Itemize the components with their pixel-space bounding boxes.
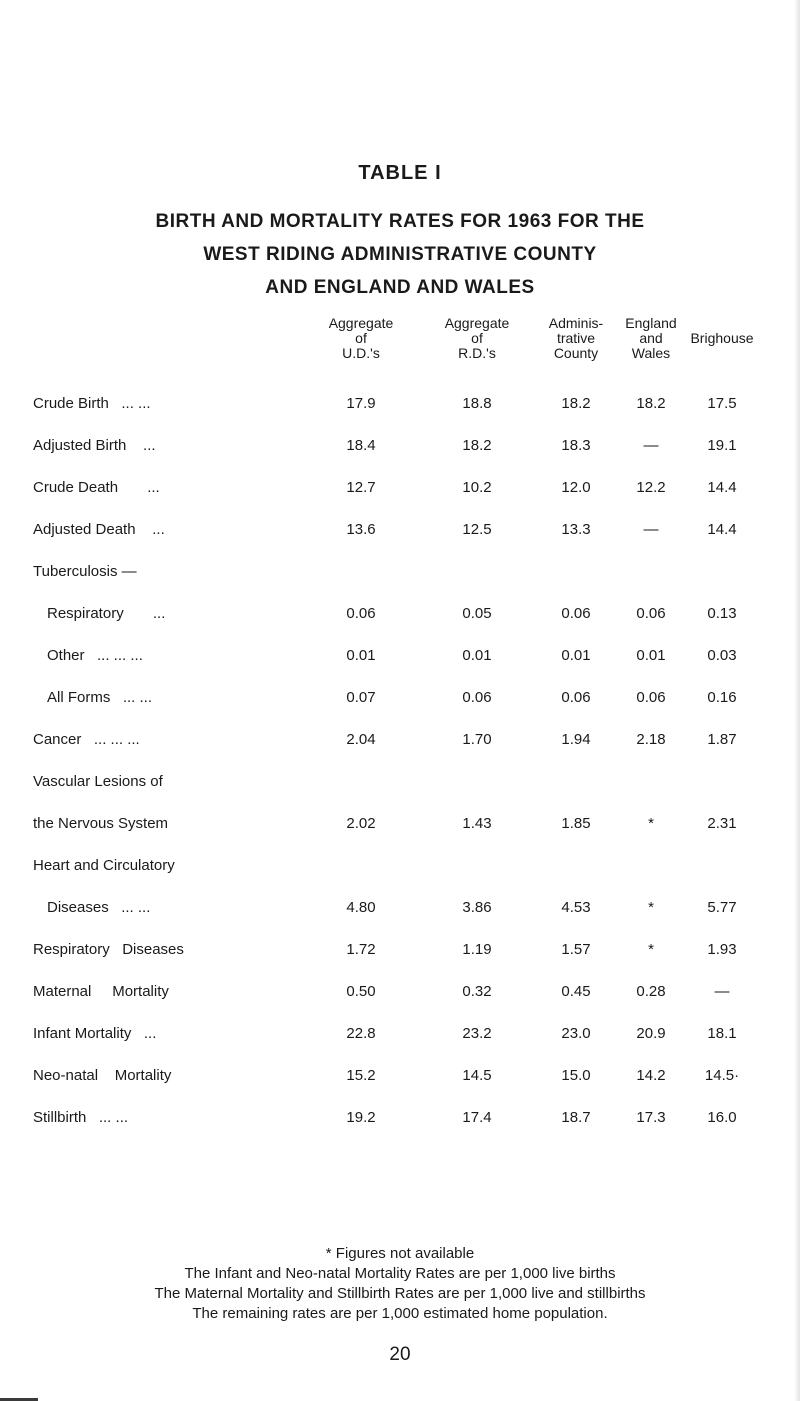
table-cell: 0.01 xyxy=(462,647,492,664)
table-cell: * xyxy=(648,941,654,958)
table-cell: 14.4 xyxy=(707,479,737,496)
table-cell: 18.2 xyxy=(462,437,492,454)
table-cell: 0.01 xyxy=(636,647,666,664)
table-cell: 1.43 xyxy=(462,815,492,832)
footnote-infant-rates: The Infant and Neo-natal Mortality Rates are per 1,000 live births xyxy=(184,1265,616,1282)
table-cell: * xyxy=(648,815,654,832)
table-cell: 18.7 xyxy=(561,1109,591,1126)
table-cell: 18.1 xyxy=(707,1025,737,1042)
table-cell: 1.85 xyxy=(561,815,591,832)
table-row xyxy=(0,647,800,669)
row-label: Other ... ... ... xyxy=(47,647,143,664)
table-cell: 13.3 xyxy=(561,521,591,538)
table-cell: 2.18 xyxy=(636,731,666,748)
table-cell: 0.03 xyxy=(707,647,737,664)
table-cell: 4.53 xyxy=(561,899,591,916)
table-cell: 15.0 xyxy=(561,1067,591,1084)
table-cell: 13.6 xyxy=(346,521,376,538)
table-cell: 22.8 xyxy=(346,1025,376,1042)
title-block xyxy=(0,162,800,304)
footnote-maternal-rates: The Maternal Mortality and Stillbirth Rates are per 1,000 live and stillbirths xyxy=(154,1285,646,1302)
table-cell: 16.0 xyxy=(707,1109,737,1126)
table-cell: 1.19 xyxy=(462,941,492,958)
table-cell: 0.50 xyxy=(346,983,376,1000)
column-header-brighouse: Brighouse xyxy=(690,330,754,346)
table-cell: 14.5· xyxy=(704,1067,740,1084)
table-cell: 0.01 xyxy=(561,647,591,664)
table-row xyxy=(0,689,800,711)
column-header-england-wales: England and Wales xyxy=(625,315,677,361)
table-row xyxy=(0,983,800,1005)
table-cell: 18.4 xyxy=(346,437,376,454)
table-cell: 5.77 xyxy=(707,899,737,916)
row-label: Neo-natal Mortality xyxy=(33,1067,172,1084)
table-cell: 1.94 xyxy=(561,731,591,748)
table-row xyxy=(0,815,800,837)
table-cell: — xyxy=(643,521,659,538)
table-row xyxy=(0,731,800,753)
table-cell: 12.5 xyxy=(462,521,492,538)
table-cell: 1.72 xyxy=(346,941,376,958)
heading-line-3: AND ENGLAND AND WALES xyxy=(265,277,535,298)
table-cell: 17.4 xyxy=(462,1109,492,1126)
table-cell: * xyxy=(648,899,654,916)
row-label: Stillbirth ... ... xyxy=(33,1109,129,1126)
table-row xyxy=(0,521,800,543)
table-cell: 18.3 xyxy=(561,437,591,454)
heading-line-2: WEST RIDING ADMINISTRATIVE COUNTY xyxy=(203,244,597,265)
table-cell: 17.5 xyxy=(707,395,737,412)
table-row xyxy=(0,857,800,879)
table-cell: 0.06 xyxy=(636,689,666,706)
column-header-ud: Aggregate of U.D.'s xyxy=(328,315,394,361)
table-cell: 1.57 xyxy=(561,941,591,958)
row-label: the Nervous System xyxy=(33,815,169,832)
table-cell: 14.5 xyxy=(462,1067,492,1084)
table-cell: 0.05 xyxy=(462,605,492,622)
heading-line-1: BIRTH AND MORTALITY RATES FOR 1963 FOR THE xyxy=(155,211,645,232)
row-label: Adjusted Death ... xyxy=(33,521,165,538)
footnote-not-available: * Figures not available xyxy=(325,1245,475,1262)
table-cell: 12.2 xyxy=(636,479,666,496)
row-label: Respiratory ... xyxy=(47,605,166,622)
table-cell: 0.06 xyxy=(561,605,591,622)
table-row xyxy=(0,1067,800,1089)
table-cell: 2.31 xyxy=(707,815,737,832)
footnotes xyxy=(0,1244,800,1324)
table-cell: 0.06 xyxy=(462,689,492,706)
table-cell: 23.0 xyxy=(561,1025,591,1042)
row-label: Crude Death ... xyxy=(33,479,160,496)
row-label: All Forms ... ... xyxy=(47,689,153,706)
table-cell: 19.1 xyxy=(707,437,737,454)
table-row xyxy=(0,941,800,963)
footnote-remaining-rates: The remaining rates are per 1,000 estimated home population. xyxy=(192,1305,608,1322)
table-cell: 0.07 xyxy=(346,689,376,706)
page-number: 20 xyxy=(389,1344,411,1365)
table-cell: 1.70 xyxy=(462,731,492,748)
row-label: Adjusted Birth ... xyxy=(33,437,156,454)
table-row xyxy=(0,773,800,795)
table-cell: 1.87 xyxy=(707,731,737,748)
row-label: Diseases ... ... xyxy=(47,899,151,916)
table-cell: 18.2 xyxy=(561,395,591,412)
row-label: Vascular Lesions of xyxy=(33,773,163,790)
table-cell: 1.93 xyxy=(707,941,737,958)
table-cell: 23.2 xyxy=(462,1025,492,1042)
table-cell: 0.01 xyxy=(346,647,376,664)
table-cell: 4.80 xyxy=(346,899,376,916)
table-cell: 12.0 xyxy=(561,479,591,496)
column-header-rd: Aggregate of R.D.'s xyxy=(444,315,510,361)
table-cell: 0.32 xyxy=(462,983,492,1000)
table-cell: 20.9 xyxy=(636,1025,666,1042)
table-cell: 12.7 xyxy=(346,479,376,496)
table-cell: 0.06 xyxy=(636,605,666,622)
table-cell: 15.2 xyxy=(346,1067,376,1084)
table-row xyxy=(0,479,800,501)
table-cell: 14.2 xyxy=(636,1067,666,1084)
table-cell: 0.06 xyxy=(346,605,376,622)
column-header-county: Adminis- trative County xyxy=(548,315,604,361)
table-cell: 3.86 xyxy=(462,899,492,916)
row-label: Respiratory Diseases xyxy=(33,941,184,958)
row-label: Maternal Mortality xyxy=(33,983,169,1000)
table-cell: 18.2 xyxy=(636,395,666,412)
row-label: Heart and Circulatory xyxy=(33,857,175,874)
row-label: Infant Mortality ... xyxy=(33,1025,157,1042)
table-cell: 0.06 xyxy=(561,689,591,706)
table-row xyxy=(0,395,800,417)
table-cell: 0.28 xyxy=(636,983,666,1000)
table-row xyxy=(0,1109,800,1131)
table-label: TABLE I xyxy=(358,162,442,184)
table-cell: 19.2 xyxy=(346,1109,376,1126)
row-label: Cancer ... ... ... xyxy=(33,731,140,748)
table-row xyxy=(0,1025,800,1047)
table-cell: 10.2 xyxy=(462,479,492,496)
table-cell: — xyxy=(714,983,730,1000)
table-cell: 17.3 xyxy=(636,1109,666,1126)
table-row xyxy=(0,437,800,459)
table-cell: 0.13 xyxy=(707,605,737,622)
table-cell: 2.02 xyxy=(346,815,376,832)
table-cell: 14.4 xyxy=(707,521,737,538)
row-label: Tuberculosis — xyxy=(33,563,137,580)
table-cell: — xyxy=(643,437,659,454)
table-row xyxy=(0,899,800,921)
table-row xyxy=(0,563,800,585)
row-label: Crude Birth ... ... xyxy=(33,395,151,412)
table-cell: 2.04 xyxy=(346,731,376,748)
page-edge-shadow xyxy=(794,0,800,1401)
table-cell: 18.8 xyxy=(462,395,492,412)
table-cell: 0.16 xyxy=(707,689,737,706)
table-row xyxy=(0,605,800,627)
table-cell: 17.9 xyxy=(346,395,376,412)
table-cell: 0.45 xyxy=(561,983,591,1000)
